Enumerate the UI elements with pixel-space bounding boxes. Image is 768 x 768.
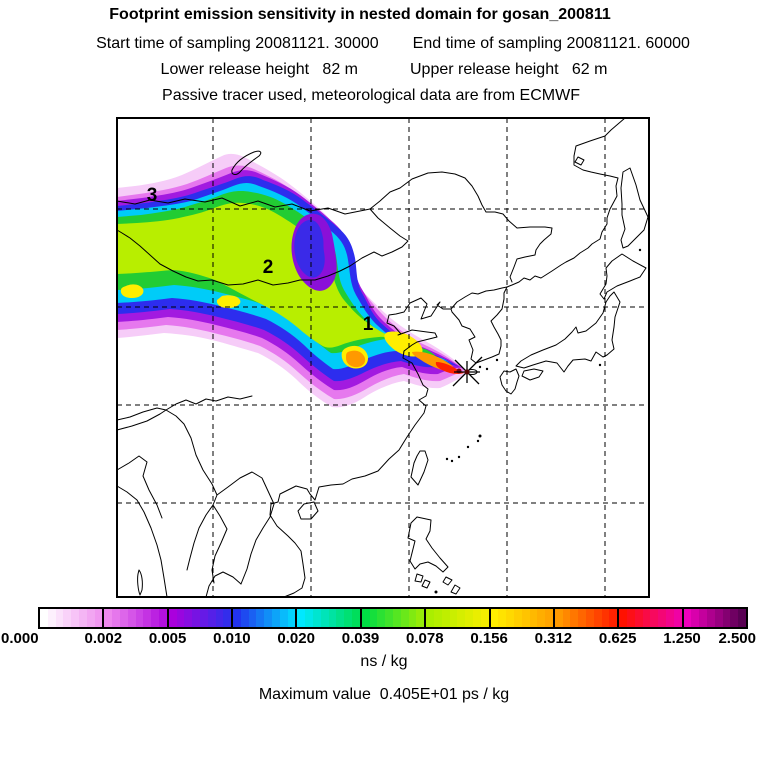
colorbar-cell	[609, 609, 617, 627]
colorbar-cell	[272, 609, 280, 627]
colorbar-cell	[377, 609, 385, 627]
colorbar-cell	[545, 609, 553, 627]
colorbar-segment	[167, 609, 231, 627]
region-label-2: 2	[262, 257, 274, 278]
colorbar-cell	[723, 609, 731, 627]
colorbar-cell	[715, 609, 723, 627]
colorbar-cell	[104, 609, 112, 627]
colorbar-cell	[159, 609, 167, 627]
colorbar-tick-label: 0.020	[277, 630, 315, 647]
sampling-start-text: Start time of sampling 20081121. 30000	[96, 35, 379, 52]
colorbar-cell	[563, 609, 571, 627]
plume-hotspot	[457, 369, 462, 374]
colorbar-cell	[352, 609, 360, 627]
colorbar-cell	[297, 609, 305, 627]
colorbar-segment	[360, 609, 424, 627]
upper-release-text: Upper release height 62 m	[410, 61, 608, 78]
colorbar-cell	[594, 609, 602, 627]
colorbar-cell	[635, 609, 643, 627]
colorbar-segment	[682, 609, 746, 627]
border-himalaya	[117, 396, 252, 420]
colorbar-cell	[426, 609, 434, 627]
colorbar-cell	[473, 609, 481, 627]
tracer-note: Passive tracer used, meteorological data are from ECMWF	[162, 87, 580, 104]
colorbar-segment	[424, 609, 488, 627]
colorbar-cell	[120, 609, 128, 627]
colorbar-cell	[128, 609, 136, 627]
colorbar-cell	[643, 609, 651, 627]
coast-gulf-thailand	[206, 572, 241, 597]
coast-taiwan	[411, 451, 428, 485]
colorbar-cell	[522, 609, 530, 627]
receptor-star-icon	[453, 357, 482, 386]
colorbar-cell	[256, 609, 264, 627]
lake-okhotsk-area	[575, 157, 584, 165]
colorbar-cell	[385, 609, 393, 627]
colorbar-cell	[491, 609, 499, 627]
colorbar-cell	[586, 609, 594, 627]
border-bangladesh	[117, 456, 162, 518]
colorbar-cell	[177, 609, 185, 627]
plot-title: Footprint emission sensitivity in nested domain for gosan_200811	[109, 6, 611, 23]
colorbar-cell	[362, 609, 370, 627]
colorbar-cell	[409, 609, 417, 627]
colorbar-cell	[465, 609, 473, 627]
colorbar-cell	[450, 609, 458, 627]
colorbar-tick-label: 0.000	[1, 630, 39, 647]
colorbar-tick-label: 0.625	[598, 630, 637, 647]
colorbar-cell	[305, 609, 313, 627]
colorbar-cell	[313, 609, 321, 627]
colorbar-cell	[514, 609, 522, 627]
coast-kyushu	[500, 369, 519, 394]
colorbar-cell	[264, 609, 272, 627]
colorbar-cell	[530, 609, 538, 627]
colorbar-cell	[570, 609, 578, 627]
colorbar-cell	[87, 609, 95, 627]
colorbar-segment	[553, 609, 617, 627]
colorbar-cell	[71, 609, 79, 627]
coast-luzon	[408, 517, 448, 572]
colorbar-cell	[498, 609, 506, 627]
colorbar-cell	[79, 609, 87, 627]
sampling-end-text: End time of sampling 20081121. 60000	[412, 35, 690, 52]
coast-myanmar-island	[138, 570, 143, 595]
coast-hainan	[298, 502, 318, 519]
colorbar-cell	[393, 609, 401, 627]
colorbar-cell	[627, 609, 635, 627]
colorbar-cell	[555, 609, 563, 627]
colorbar-cell	[434, 609, 442, 627]
colorbar-cell	[344, 609, 352, 627]
colorbar-segment	[617, 609, 681, 627]
colorbar-tick-label: 0.312	[534, 630, 573, 647]
colorbar-tick-label: 0.039	[341, 630, 380, 647]
colorbar-segment	[40, 609, 102, 627]
colorbar-cell	[619, 609, 627, 627]
colorbar-cell	[288, 609, 296, 627]
colorbar-cell	[707, 609, 715, 627]
coast-visayas	[415, 574, 460, 594]
island-dots	[435, 249, 642, 594]
colorbar-cell	[699, 609, 707, 627]
border-thai-myanmar	[212, 505, 227, 583]
coast-sakhalin	[621, 168, 648, 248]
colorbar-cell	[241, 609, 249, 627]
colorbar-tick-label: 2.500	[718, 630, 756, 647]
colorbar-tick-label: 0.156	[470, 630, 508, 647]
colorbar-cell	[136, 609, 144, 627]
colorbar-cell	[602, 609, 610, 627]
colorbar-tick-label: 0.005	[148, 630, 187, 647]
region-label-1: 1	[362, 314, 374, 335]
colorbar-cell	[537, 609, 545, 627]
colorbar-cell	[370, 609, 378, 627]
colorbar-cell	[280, 609, 288, 627]
colorbar-unit: ns / kg	[360, 653, 408, 670]
colorbar-cell	[336, 609, 344, 627]
border-india-ne	[117, 410, 217, 570]
colorbar-cell	[457, 609, 465, 627]
colorbar-segment	[489, 609, 553, 627]
coast-hokkaido	[600, 254, 646, 299]
colorbar-cell	[506, 609, 514, 627]
colorbar-cell	[143, 609, 151, 627]
colorbar-cell	[578, 609, 586, 627]
colorbar-cell	[321, 609, 329, 627]
colorbar-cell	[169, 609, 177, 627]
colorbar-cell	[192, 609, 200, 627]
colorbar-cell	[650, 609, 658, 627]
max-value-text: Maximum value 0.405E+01 ps / kg	[258, 686, 510, 703]
colorbar-tick-label: 1.250	[663, 630, 701, 647]
colorbar-cell	[684, 609, 692, 627]
colorbar-cell	[56, 609, 64, 627]
colorbar-tick-label: 0.002	[84, 630, 123, 647]
colorbar-tick-labels	[0, 630, 768, 648]
colorbar-cell	[112, 609, 120, 627]
colorbar-cell	[216, 609, 224, 627]
colorbar-cell	[48, 609, 56, 627]
colorbar-segment	[102, 609, 166, 627]
colorbar-cell	[658, 609, 666, 627]
colorbar-cell	[329, 609, 337, 627]
colorbar-cell	[738, 609, 746, 627]
colorbar-cell	[666, 609, 674, 627]
border-thai-laos	[217, 472, 274, 584]
region-label-3: 3	[146, 185, 158, 206]
lower-release-text: Lower release height 82 m	[160, 61, 358, 78]
colorbar-segment	[295, 609, 359, 627]
colorbar-cell	[184, 609, 192, 627]
colorbar-cell	[151, 609, 159, 627]
colorbar-cell	[223, 609, 231, 627]
colorbar-cell	[200, 609, 208, 627]
colorbar-cell	[481, 609, 489, 627]
colorbar-cell	[442, 609, 450, 627]
colorbar-cell	[730, 609, 738, 627]
colorbar-cell	[401, 609, 409, 627]
coast-shikoku	[522, 369, 543, 380]
colorbar-cell	[95, 609, 103, 627]
border-korea-yalu	[451, 287, 507, 309]
colorbar-cell	[249, 609, 257, 627]
colorbar-cell	[691, 609, 699, 627]
coast-honshu	[516, 292, 620, 372]
colorbar-cell	[208, 609, 216, 627]
colorbar-cell	[674, 609, 682, 627]
colorbar-cell	[416, 609, 424, 627]
colorbar-cell	[63, 609, 71, 627]
colorbar	[38, 607, 748, 629]
colorbar-cell	[40, 609, 48, 627]
colorbar-tick-label: 0.010	[213, 630, 251, 647]
colorbar-cell	[233, 609, 241, 627]
colorbar-tick-label: 0.078	[406, 630, 444, 647]
colorbar-segment	[231, 609, 295, 627]
